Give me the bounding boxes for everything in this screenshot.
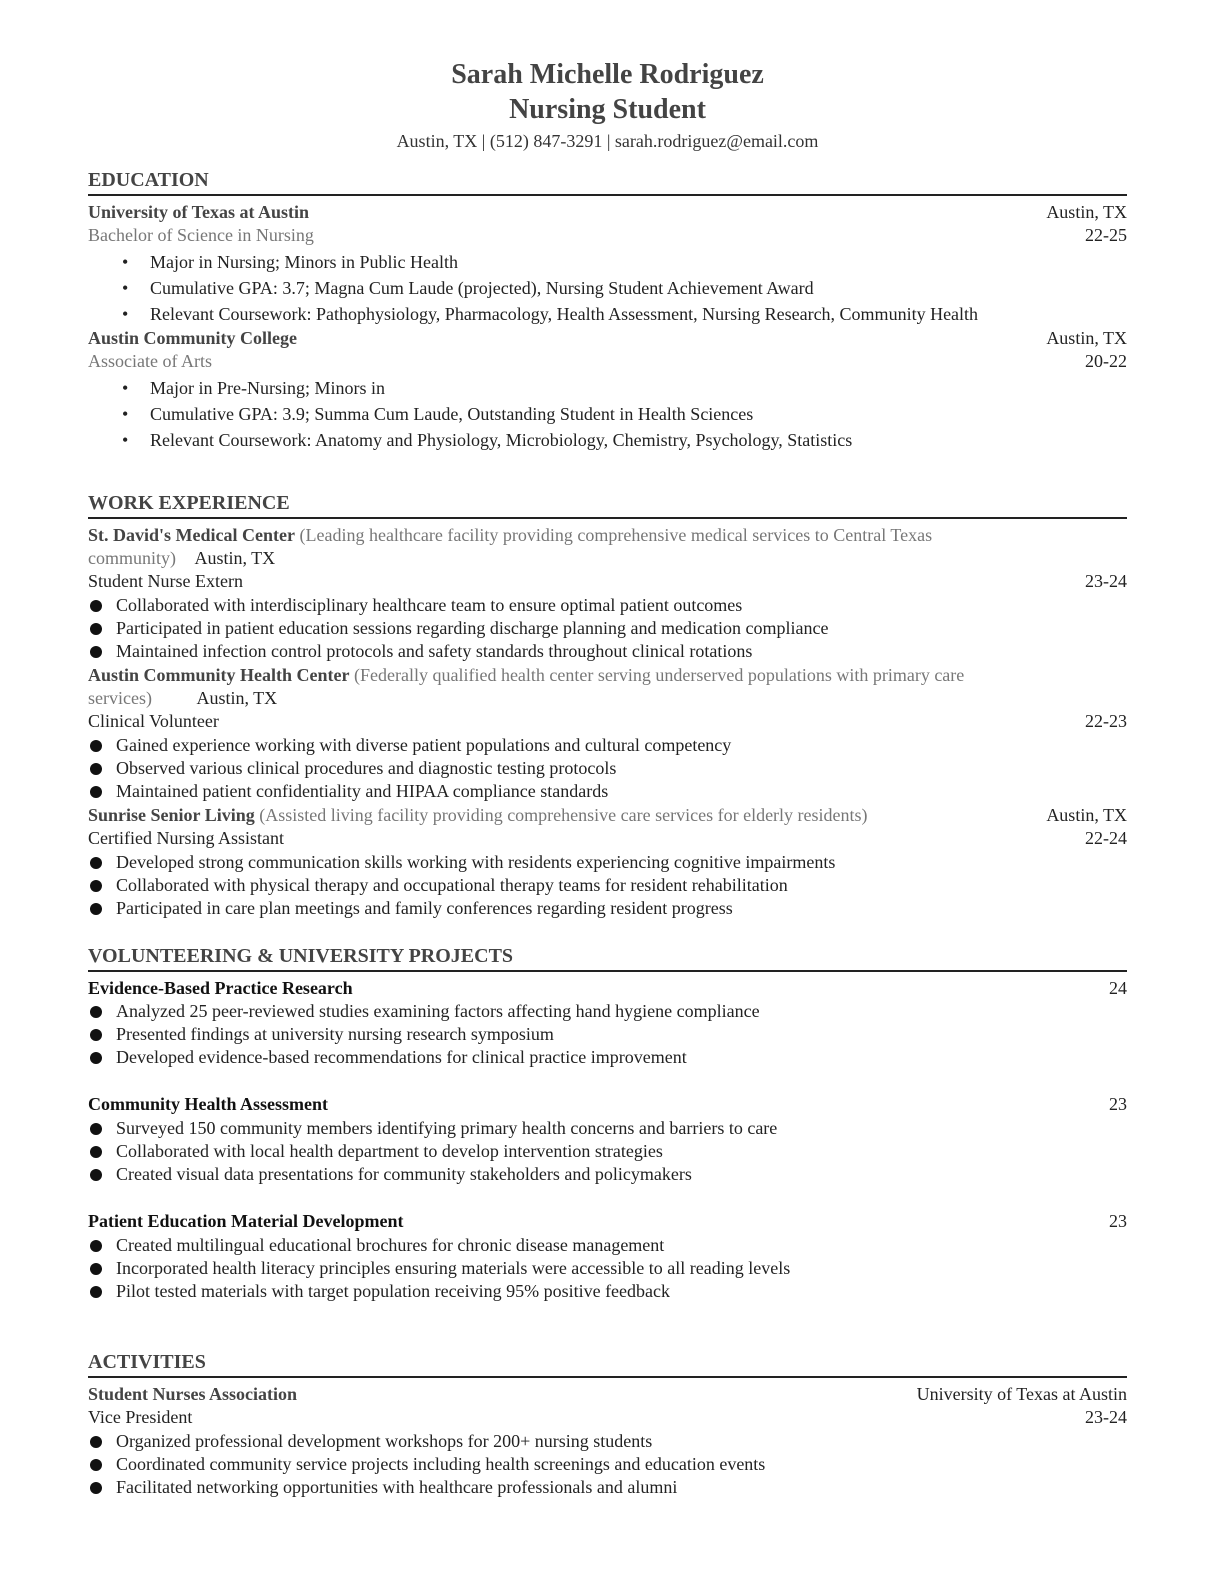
employer-description: (Federally qualified health center serving underserved populations with primary care bbox=[354, 665, 965, 685]
job-role: Student Nurse Extern bbox=[88, 571, 243, 591]
list-item: • Cumulative GPA: 3.7; Magna Cum Laude (projected), Nursing Student Achievement Award bbox=[122, 275, 814, 301]
list-item: Analyzed 25 peer-reviewed studies examining factors affecting hand hygiene compliance bbox=[88, 1000, 760, 1023]
list-item: Maintained infection control protocols and safety standards throughout clinical rotations bbox=[88, 640, 752, 663]
list-item: • Cumulative GPA: 3.9; Summa Cum Laude, Outstanding Student in Health Sciences bbox=[122, 401, 753, 427]
list-item: Gained experience working with diverse patient populations and cultural competency bbox=[88, 734, 731, 757]
list-item: Created visual data presentations for community stakeholders and policymakers bbox=[88, 1163, 692, 1186]
employer-location: Austin, TX bbox=[1046, 805, 1127, 825]
degree: Bachelor of Science in Nursing bbox=[88, 225, 314, 245]
list-item: • Major in Pre-Nursing; Minors in bbox=[122, 375, 385, 401]
section-divider bbox=[88, 517, 1127, 519]
degree: Associate of Arts bbox=[88, 351, 212, 371]
section-divider bbox=[88, 194, 1127, 196]
job-dates: 23-24 bbox=[1085, 571, 1127, 591]
list-item: • Relevant Coursework: Anatomy and Physiology, Microbiology, Chemistry, Psychology, Statistics bbox=[122, 427, 852, 453]
employer-location: Austin, TX bbox=[196, 688, 278, 708]
project-title: Community Health Assessment bbox=[88, 1094, 329, 1114]
school-name: Austin Community College bbox=[88, 328, 298, 348]
school-name: University of Texas at Austin bbox=[88, 202, 310, 222]
education-dates: 20-22 bbox=[1085, 351, 1127, 371]
employer-name: Austin Community Health Center bbox=[88, 665, 350, 685]
activities-heading: ACTIVITIES bbox=[88, 1351, 206, 1373]
job-dates: 22-23 bbox=[1085, 711, 1127, 731]
list-item: • Relevant Coursework: Pathophysiology, Pharmacology, Health Assessment, Nursing Research, Community Health bbox=[122, 301, 978, 327]
school-location: Austin, TX bbox=[1046, 328, 1127, 348]
list-item: Presented findings at university nursing research symposium bbox=[88, 1023, 554, 1046]
list-item: Observed various clinical procedures and diagnostic testing protocols bbox=[88, 757, 616, 780]
work-entry-header bbox=[88, 524, 1088, 547]
list-item: • Major in Nursing; Minors in Public Health bbox=[122, 249, 458, 275]
work-entry-header bbox=[88, 664, 1088, 687]
list-item: Created multilingual educational brochures for chronic disease management bbox=[88, 1234, 664, 1257]
activity-org: Student Nurses Association bbox=[88, 1384, 298, 1404]
list-item: Facilitated networking opportunities with healthcare professionals and alumni bbox=[88, 1476, 677, 1499]
list-item: Organized professional development workshops for 200+ nursing students bbox=[88, 1430, 652, 1453]
job-dates: 22-24 bbox=[1085, 828, 1127, 848]
activity-dates: 23-24 bbox=[1085, 1407, 1127, 1427]
education-dates: 22-25 bbox=[1085, 225, 1127, 245]
work-entry-header-cont bbox=[88, 687, 1088, 710]
activity-role: Vice President bbox=[88, 1407, 193, 1427]
project-dates: 23 bbox=[1109, 1094, 1127, 1114]
project-dates: 23 bbox=[1109, 1211, 1127, 1231]
project-dates: 24 bbox=[1109, 978, 1127, 998]
list-item: Collaborated with physical therapy and occupational therapy teams for resident rehabilitation bbox=[88, 874, 788, 897]
employer-description-cont: services) bbox=[88, 688, 152, 708]
job-role: Certified Nursing Assistant bbox=[88, 828, 284, 848]
employer-description-cont: community) bbox=[88, 548, 176, 568]
employer-location: Austin, TX bbox=[194, 548, 276, 568]
employer-description: (Assisted living facility providing comprehensive care services for elderly residents) bbox=[259, 805, 868, 825]
contact-line: Austin, TX | (512) 847-3291 | sarah.rodriguez@email.com bbox=[396, 131, 819, 151]
job-role: Clinical Volunteer bbox=[88, 711, 219, 731]
candidate-title: Nursing Student bbox=[509, 94, 706, 125]
activity-location: University of Texas at Austin bbox=[916, 1384, 1127, 1404]
candidate-name: Sarah Michelle Rodriguez bbox=[451, 59, 764, 90]
list-item: Incorporated health literacy principles ensuring materials were accessible to all reading levels bbox=[88, 1257, 790, 1280]
project-title: Evidence-Based Practice Research bbox=[88, 978, 353, 998]
list-item: Surveyed 150 community members identifying primary health concerns and barriers to care bbox=[88, 1117, 777, 1140]
list-item: Coordinated community service projects including health screenings and education events bbox=[88, 1453, 765, 1476]
work-entry-header-cont bbox=[88, 547, 1088, 570]
list-item: Participated in care plan meetings and family conferences regarding resident progress bbox=[88, 897, 733, 920]
list-item: Developed evidence-based recommendations for clinical practice improvement bbox=[88, 1046, 687, 1069]
employer-description: (Leading healthcare facility providing comprehensive medical services to Central Texas bbox=[299, 525, 933, 545]
list-item: Collaborated with local health department to develop intervention strategies bbox=[88, 1140, 663, 1163]
project-title: Patient Education Material Development bbox=[88, 1211, 404, 1231]
section-divider bbox=[88, 970, 1127, 972]
projects-heading: VOLUNTEERING & UNIVERSITY PROJECTS bbox=[88, 945, 514, 967]
school-location: Austin, TX bbox=[1046, 202, 1127, 222]
work-heading: WORK EXPERIENCE bbox=[88, 492, 290, 514]
list-item: Pilot tested materials with target population receiving 95% positive feedback bbox=[88, 1280, 670, 1303]
list-item: Maintained patient confidentiality and HIPAA compliance standards bbox=[88, 780, 608, 803]
education-heading: EDUCATION bbox=[88, 169, 209, 191]
section-divider bbox=[88, 1376, 1127, 1378]
list-item: Participated in patient education sessions regarding discharge planning and medication compliance bbox=[88, 617, 828, 640]
employer-name: St. David's Medical Center bbox=[88, 525, 295, 545]
list-item: Developed strong communication skills working with residents experiencing cognitive impairments bbox=[88, 851, 835, 874]
employer-name: Sunrise Senior Living bbox=[88, 805, 255, 825]
list-item: Collaborated with interdisciplinary healthcare team to ensure optimal patient outcomes bbox=[88, 594, 742, 617]
